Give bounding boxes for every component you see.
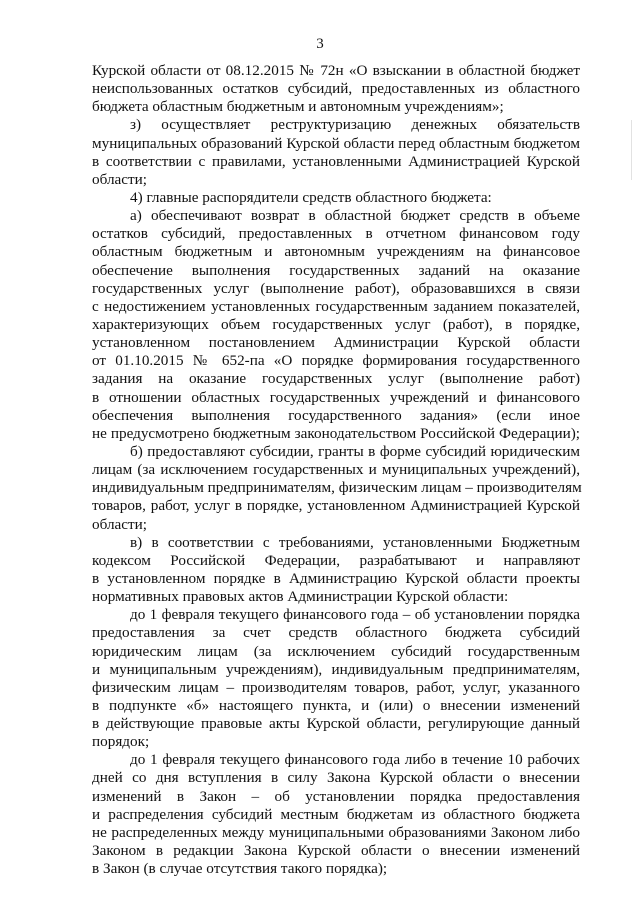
text-line: товаров, работ, услуг в порядке, установленном Администрацией Курской [92,497,580,515]
page-number: 3 [316,36,324,52]
text-line: лицам (за исключением государственных и муниципальных учреждений), [92,461,580,479]
text-line: и распределения субсидий местным бюджетам из областного бюджета [92,805,580,823]
text-line: задания на оказание государственных услуг (выполнение работ) [92,370,580,388]
text-line: не предусмотрено бюджетным законодательством Российской Федерации); [92,424,580,442]
text-line: физическим лицам – производителям товаров, работ, услуг, указанного [92,678,580,696]
document-body [92,62,580,878]
text-line: з) осуществляет реструктуризацию денежных обязательств [130,116,580,134]
text-line: в) в соответствии с требованиями, установленными Бюджетным [130,533,580,551]
text-line: до 1 февраля текущего финансового года либо в течение 10 рабочих [130,751,580,769]
text-line: Законом в редакции Закона Курской области о внесении изменений [92,842,580,860]
text-line: изменений в Закон – об установлении порядка предоставления [92,787,580,805]
text-line: не распределенных между муниципальными образованиями Законом либо [92,823,580,841]
text-line: в подпункте «б» настоящего пункта, и (или) о внесении изменений [92,696,580,714]
text-line: в установленном порядке в Администрацию Курской области проекты [92,569,580,587]
text-line: муниципальных образований Курской области перед областным бюджетом [92,134,580,152]
text-line: остатков субсидий, предоставленных в отчетном финансовом году [92,225,580,243]
text-line: в соответствии с правилами, установленными Администрацией Курской [92,152,580,170]
text-line: и муниципальным учреждениям), индивидуальным предпринимателям, [92,660,580,678]
text-line: характеризующих объем государственных услуг (работ), в порядке, [92,315,580,333]
text-line: с недостижением установленных государственным заданием показателей, [92,297,580,315]
text-line: 4) главные распорядители средств областного бюджета: [130,188,492,206]
scan-edge-mark [631,120,632,180]
text-line: порядок; [92,733,150,751]
text-line: нормативных правовых актов Администрации Курской области: [92,588,509,606]
text-line: кодексом Российской Федерации, разрабатывают и направляют [92,551,580,569]
text-line: в Закон (в случае отсутствия такого порядка); [92,860,388,878]
text-line: обеспечение выполнения государственных заданий на оказание [92,261,580,279]
text-line: юридическим лицам (за исключением субсидий государственным [92,642,580,660]
text-line: индивидуальным предпринимателям, физическим лицам – производителям [92,479,582,497]
text-line: дней со дня вступления в силу Закона Курской области о внесении [92,769,580,787]
text-line: области; [92,170,147,188]
text-line: до 1 февраля текущего финансового года – об установлении порядка [130,606,580,624]
text-line: обеспечения выполнения государственного задания» (если иное [92,406,580,424]
text-line: предоставления за счет средств областного бюджета субсидий [92,624,580,642]
text-line: установленном постановлением Администрации Курской области [92,334,580,352]
text-line: бюджета областным бюджетным и автономным учреждениям»; [92,98,504,116]
text-line: неиспользованных остатков субсидий, предоставленных из областного [92,80,580,98]
text-line: областным бюджетным и автономным учреждениям на финансовое [92,243,580,261]
text-line: б) предоставляют субсидии, гранты в форме субсидий юридическим [130,442,580,460]
text-line: области; [92,515,147,533]
text-line: в действующие правовые акты Курской области, регулирующие данный [92,715,580,733]
text-line: Курской области от 08.12.2015 № 72н «О взыскании в областной бюджет [92,62,580,79]
text-line: государственных услуг (выполнение работ), образовавшихся в связи [92,279,580,297]
text-line: а) обеспечивают возврат в областной бюджет средств в объеме [130,207,580,225]
text-line: от 01.10.2015 № 652-па «О порядке формирования государственного [92,352,580,370]
text-line: в отношении областных государственных учреждений и финансового [92,388,580,406]
